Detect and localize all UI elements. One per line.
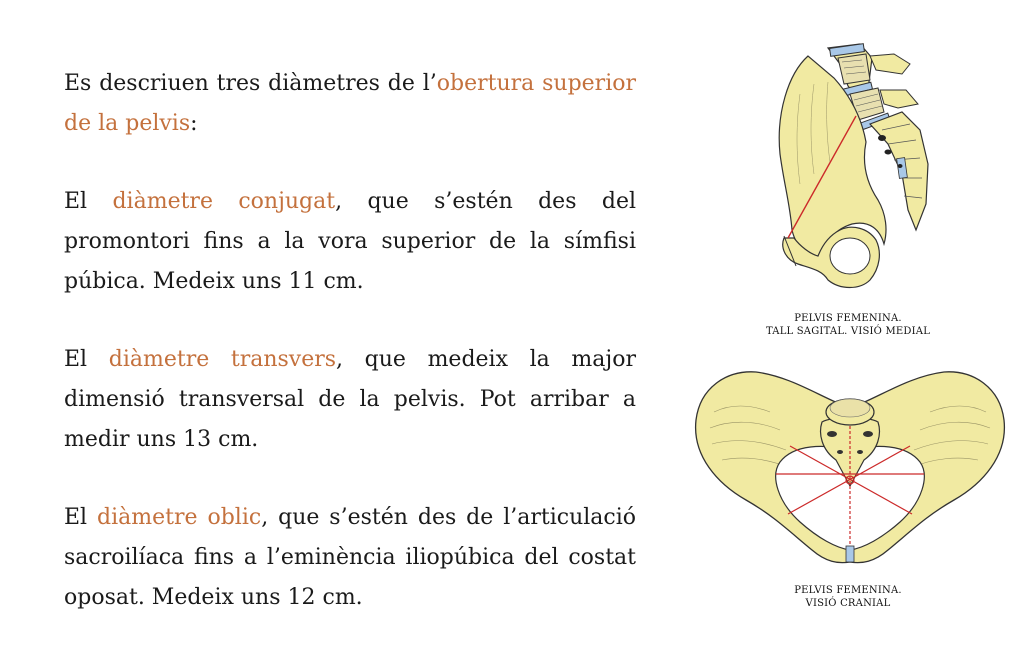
cranial-caption-line2: VISIÓ CRANIAL (805, 598, 891, 609)
conjugate-paragraph (64, 182, 636, 302)
sagittal-caption-line1: PELVIS FEMENINA. (794, 313, 902, 324)
cranial-caption-line1: PELVIS FEMENINA. (794, 585, 902, 596)
transverse-prefix: El (64, 347, 109, 372)
cranial-pelvis-illustration (690, 364, 1010, 572)
conjugate-prefix: El (64, 189, 113, 214)
oblique-prefix: El (64, 505, 98, 530)
cranial-figure-caption (748, 584, 948, 610)
term-pelvic-inlet: obertura superior de la pelvis (64, 71, 636, 136)
conjugate-description: , que s’estén des del promontori fins a la vora superior de la símfisi púbica. Medeix uns 11 cm. (64, 189, 636, 294)
intro-text-end: : (190, 111, 198, 136)
transverse-paragraph (64, 340, 636, 460)
term-conjugate-diameter: diàmetre conjugat (112, 189, 336, 214)
term-transverse-diameter: diàmetre transvers (108, 347, 337, 372)
intro-paragraph (64, 64, 636, 144)
sagittal-pelvis-illustration (770, 34, 948, 296)
intro-text: Es descriuen tres diàmetres de l’ (64, 71, 437, 96)
text-column (64, 64, 636, 656)
oblique-description: , que s’estén des de l’articulació sacroilíaca fins a l’eminència iliopúbica del costat oposat. Medeix uns 12 cm. (64, 505, 636, 610)
transverse-description: , que medeix la major dimensió transversal de la pelvis. Pot arribar a medir uns 13 cm. (64, 347, 636, 452)
oblique-paragraph (64, 498, 636, 618)
sagittal-figure-caption (748, 312, 948, 338)
sagittal-caption-line2: TALL SAGITAL. VISIÓ MEDIAL (765, 326, 931, 337)
term-oblique-diameter: diàmetre oblic (97, 505, 262, 530)
